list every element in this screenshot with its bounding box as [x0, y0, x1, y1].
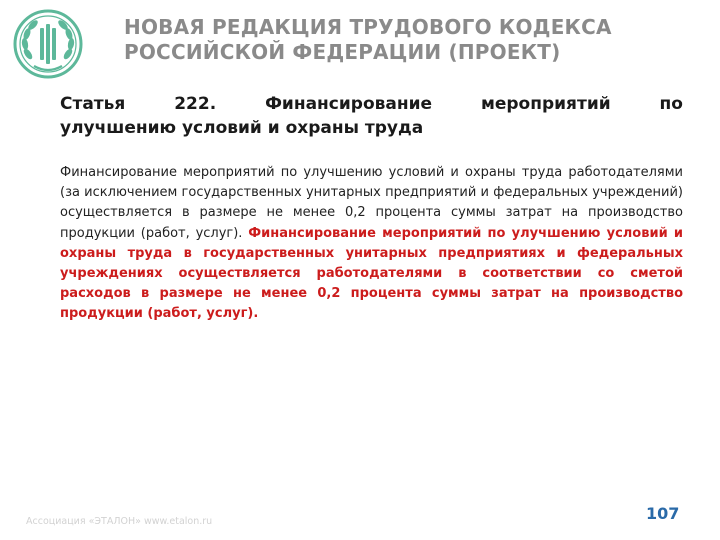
article-heading-line-1 [60, 92, 683, 116]
slide-title [124, 15, 704, 65]
paragraph-highlighted-text: Финансирование мероприятий по улучшению условий и охраны труда в государственных унитарных предприятиях и федеральных учреждениях осуществляется работодателями в соответствии со сметой расходов в размере не менее 0,2 процента суммы затрат на производство продукции (работ, услуг). [60, 225, 683, 322]
heading-word: 222. [174, 94, 217, 114]
paragraph-plain-text: Финансирование мероприятий по улучшению условий и охраны труда работодателями (за исключением государственных унитарных предприятий и федеральных учреждений) осуществляется в размере не менее 0,2 процента суммы затрат на производство продукции (работ, услуг). [60, 165, 683, 241]
association-wreath-logo-icon [12, 8, 84, 80]
heading-word: по [659, 94, 683, 114]
article-paragraph [60, 163, 683, 325]
footer-organization: Ассоциация «ЭТАЛОН» www.etalon.ru [26, 516, 213, 527]
heading-word: Статья [60, 94, 126, 114]
article-heading-line-2: улучшению условий и охраны труда [60, 118, 424, 138]
slide-title-line-2: РОССИЙСКОЙ ФЕДЕРАЦИИ (ПРОЕКТ) [124, 40, 561, 64]
heading-word: мероприятий [480, 94, 611, 114]
page-number: 107 [646, 504, 680, 523]
heading-word: Финансирование [265, 94, 433, 114]
article-heading [60, 92, 683, 140]
slide-title-line-1: НОВАЯ РЕДАКЦИЯ ТРУДОВОГО КОДЕКСА [124, 15, 612, 39]
